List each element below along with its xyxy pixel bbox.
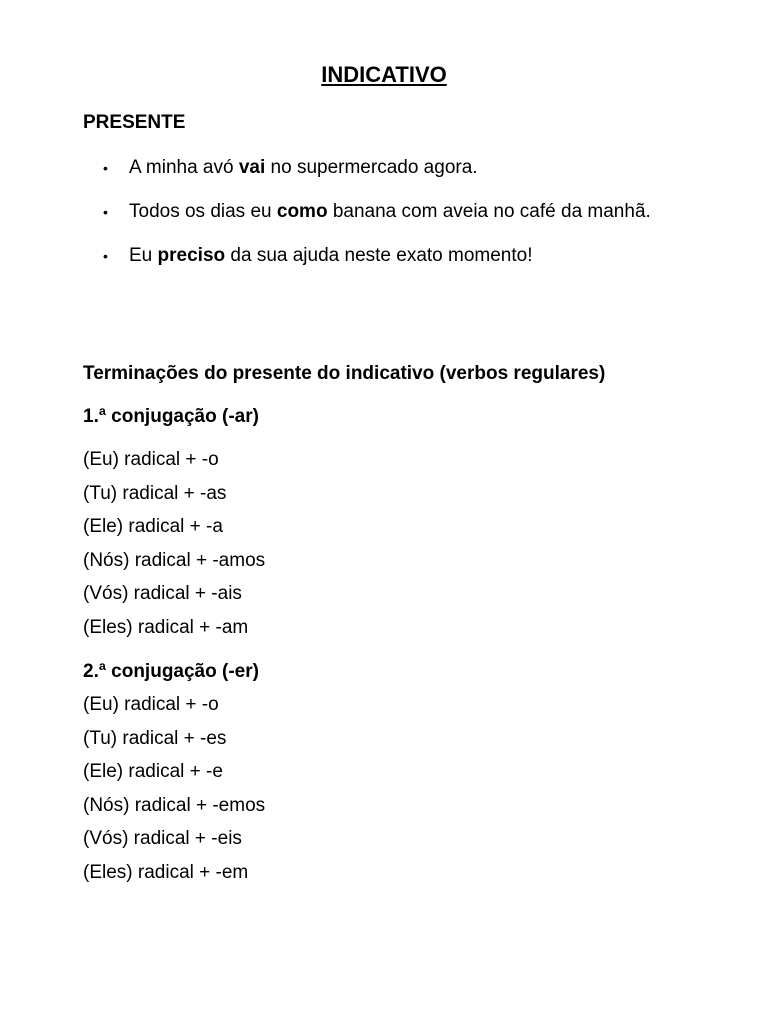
- bullet-icon: •: [103, 160, 108, 176]
- bullet-icon: •: [103, 204, 108, 220]
- section-heading-presente: PRESENTE: [83, 112, 186, 133]
- example-sentence: [83, 240, 683, 272]
- example-sentence-list: [83, 152, 683, 284]
- conjugation-line: (Vós) radical + -ais: [83, 583, 242, 605]
- highlighted-verb: como: [276, 201, 328, 222]
- sentence-text-before: Todos os dias eu: [129, 201, 277, 222]
- sentence-text-after: banana com aveia no café da manhã.: [327, 201, 651, 222]
- page-title: INDICATIVO: [321, 62, 447, 87]
- example-sentence: [83, 196, 683, 228]
- conjugation-line: (Eu) radical + -o: [83, 694, 219, 715]
- sentence-text-after: da sua ajuda neste exato momento!: [225, 245, 533, 266]
- conjugation-line: (Tu) radical + -es: [83, 727, 227, 749]
- conjugation-line: (Vós) radical + -eis: [83, 828, 242, 850]
- section-heading-terminacoes: Terminações do presente do indicativo (verbos regulares): [83, 363, 606, 384]
- conjugation-line: (Ele) radical + -e: [83, 761, 223, 783]
- conjugation-line: (Tu) radical + -as: [83, 482, 227, 504]
- highlighted-verb: preciso: [157, 245, 226, 266]
- conjugation-list-first: [83, 443, 265, 645]
- conjugation-line: (Nós) radical + -amos: [83, 549, 266, 571]
- conjugation-line: (Eu) radical + -o: [83, 449, 219, 470]
- example-sentence: [83, 152, 683, 184]
- bullet-icon: •: [103, 248, 108, 264]
- conjugation-list-second: [83, 688, 265, 890]
- conjugation-line: (Eles) radical + -am: [83, 616, 249, 638]
- conjugation-line: (Nós) radical + -emos: [83, 794, 266, 816]
- conjugation-heading-second: 2.ª conjugação (-er): [83, 661, 259, 682]
- sentence-text-before: Eu: [129, 245, 158, 266]
- highlighted-verb: vai: [238, 157, 266, 178]
- conjugation-heading-first: 1.ª conjugação (-ar): [83, 406, 259, 427]
- conjugation-line: (Eles) radical + -em: [83, 861, 249, 883]
- conjugation-line: (Ele) radical + -a: [83, 516, 223, 538]
- sentence-text-before: A minha avó: [129, 157, 239, 178]
- sentence-text-after: no supermercado agora.: [265, 157, 478, 178]
